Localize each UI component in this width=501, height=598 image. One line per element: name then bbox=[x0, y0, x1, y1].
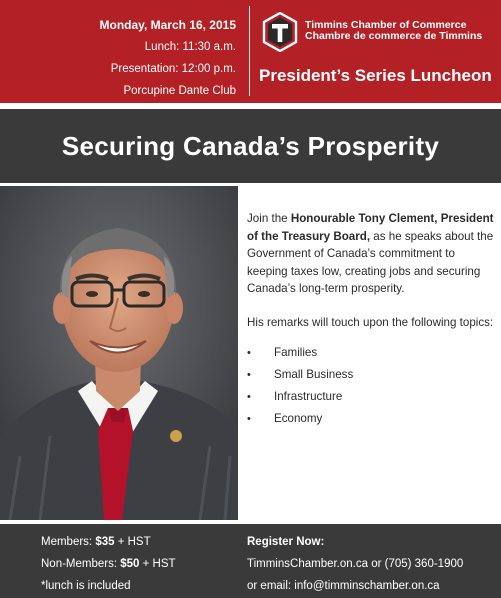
topic-label: Infrastructure bbox=[274, 389, 343, 403]
register-heading: Register Now: bbox=[247, 536, 325, 548]
list-item bbox=[247, 342, 495, 364]
members-price-line bbox=[41, 531, 176, 553]
bullet-icon: • bbox=[247, 346, 251, 359]
title-band bbox=[0, 109, 501, 183]
members-price: $35 bbox=[95, 536, 115, 548]
register-email[interactable]: or email: info@timminschamber.on.ca bbox=[247, 580, 440, 592]
nonmembers-label: Non-Members: bbox=[41, 558, 121, 570]
lunch-note: *lunch is included bbox=[41, 580, 131, 592]
page-title: Securing Canada’s Prosperity bbox=[61, 131, 440, 161]
register-website-phone[interactable]: TimminsChamber.on.ca or (705) 360-1900 bbox=[247, 558, 464, 570]
org-name-french: Chambre de commerce de Timmins bbox=[305, 30, 483, 42]
org-name-english: Timmins Chamber of Commerce bbox=[305, 19, 467, 31]
organization-name bbox=[305, 20, 482, 42]
event-description bbox=[247, 210, 495, 430]
header-divider bbox=[249, 6, 250, 96]
list-item bbox=[247, 408, 495, 430]
topic-label: Small Business bbox=[274, 367, 354, 381]
pricing-info bbox=[41, 531, 176, 597]
intro-suffix: as he speaks about the Government of Canada’s commitment to keeping taxes low, creating jobs and securing Canada’s long-term prosperity. bbox=[247, 229, 494, 296]
speaker-portrait-image bbox=[0, 186, 238, 520]
chamber-t-logo-icon bbox=[262, 12, 298, 52]
nonmembers-price: $50 bbox=[120, 558, 140, 570]
list-item bbox=[247, 364, 495, 386]
registration-info bbox=[247, 531, 463, 597]
series-title: President’s Series Luncheon bbox=[259, 66, 492, 85]
intro-paragraph bbox=[247, 210, 495, 298]
speaker-photo bbox=[0, 186, 238, 520]
nonmembers-tax: + HST bbox=[139, 558, 176, 570]
event-venue: Porcupine Dante Club bbox=[123, 85, 236, 97]
topic-label: Economy bbox=[274, 411, 323, 425]
event-details bbox=[0, 14, 236, 102]
intro-prefix: Join the bbox=[247, 212, 291, 225]
bullet-icon: • bbox=[247, 368, 251, 381]
footer-band bbox=[0, 524, 501, 598]
event-date: Monday, March 16, 2015 bbox=[99, 18, 236, 32]
bullet-icon: • bbox=[247, 412, 251, 425]
nonmembers-price-line bbox=[41, 553, 176, 575]
topics-intro: His remarks will touch upon the following topics: bbox=[247, 315, 494, 329]
topics-list bbox=[247, 342, 495, 430]
list-item bbox=[247, 386, 495, 408]
topic-label: Families bbox=[274, 345, 318, 359]
speaker-name: Honourable Tony Clement, President of the Treasury Board, bbox=[247, 212, 494, 243]
members-tax: + HST bbox=[114, 536, 151, 548]
bullet-icon: • bbox=[247, 390, 251, 403]
members-label: Members: bbox=[41, 536, 96, 548]
header-banner bbox=[0, 0, 501, 103]
lunch-time: Lunch: 11:30 a.m. bbox=[144, 41, 236, 53]
presentation-time: Presentation: 12:00 p.m. bbox=[110, 63, 236, 75]
